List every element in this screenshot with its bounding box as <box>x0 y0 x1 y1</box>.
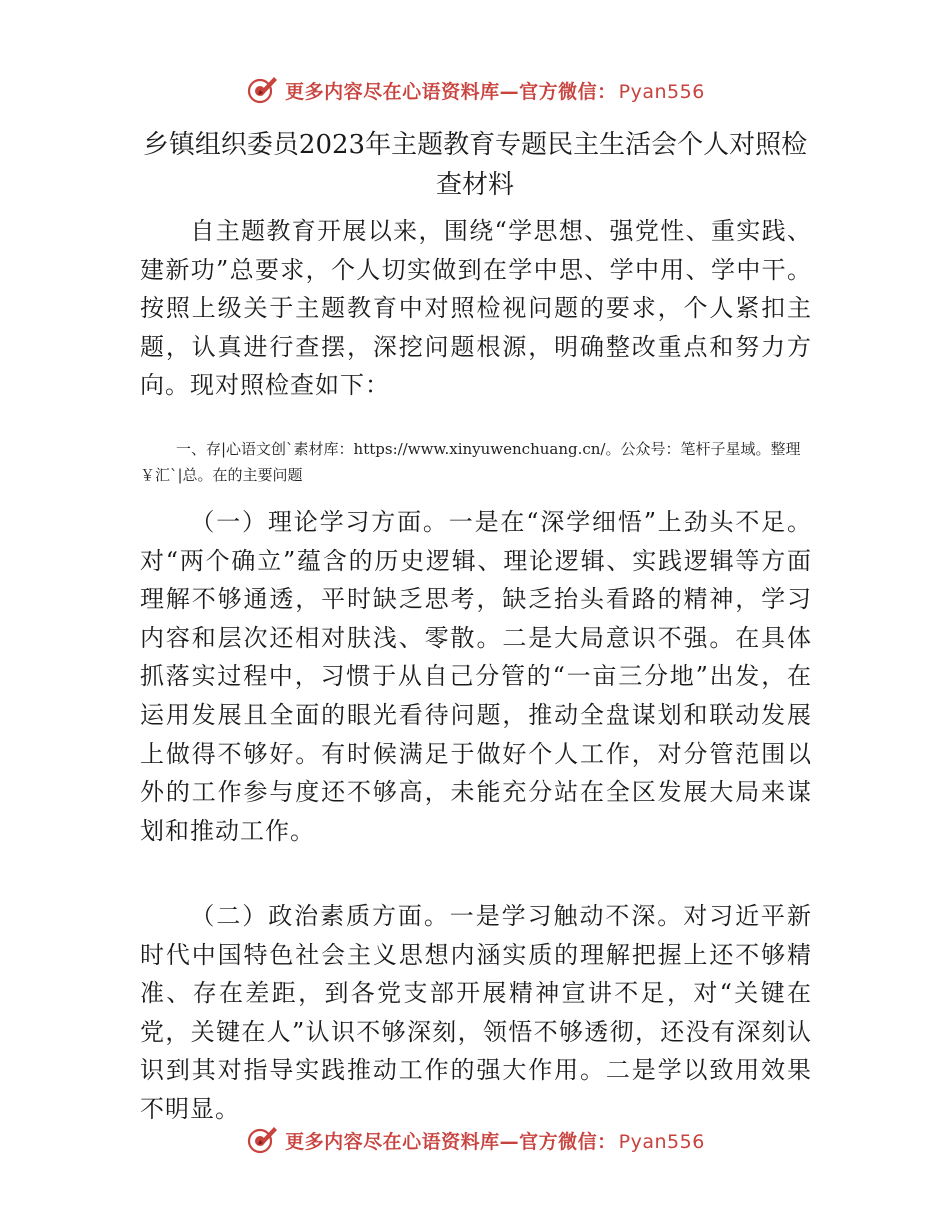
footer-banner <box>0 1118 950 1162</box>
wechat-account: Pyan556 <box>618 1130 705 1153</box>
para2-block <box>140 897 812 1129</box>
para1-block <box>140 503 812 850</box>
banner-text <box>285 77 705 104</box>
intro-block <box>140 212 812 405</box>
intro-paragraph: 自主题教育开展以来，围绕“学思想、强党性、重实践、建新功”总要求，个人切实做到在学中思、学中用、学中干。按照上级关于主题教育中对照检视问题的要求，个人紧扣主题，认真进行查摆，深挖问题根源，明确整改重点和努力方向。现对照检查如下： <box>140 217 812 400</box>
document-title: 乡镇组织委员2023年主题教育专题民主生活会个人对照检查材料 <box>142 130 808 200</box>
section-heading: 一、存|心语文创`素材库：https://www.xinyuwenchuang.cn/。公众号：笔杆子星域。整理￥汇`|总。在的主要问题 <box>140 440 801 484</box>
wechat-account: Pyan556 <box>618 80 705 103</box>
paragraph-theory-study: （一）理论学习方面。一是在“深学细悟”上劲头不足。对“两个确立”蕴含的历史逻辑、理论逻辑、实践逻辑等方面理解不够通透，平时缺乏思考，缺乏抬头看路的精神，学习内容和层次还相对肤浅、零散。二是大局意识不强。在具体抓落实过程中，习惯于从自己分管的“一亩三分地”出发，在运用发展且全面的眼光看待问题，推动全盘谋划和联动发展上做得不够好。有时候满足于做好个人工作，对分管范围以外的工作参与度还不够高，未能充分站在全区发展大局来谋划和推动工作。 <box>140 508 812 845</box>
pen-logo-icon <box>245 1123 279 1157</box>
banner-text <box>285 1127 705 1154</box>
banner-label: 更多内容尽在心语资料库—官方微信： <box>285 80 617 103</box>
pen-logo-icon <box>245 73 279 107</box>
banner-label: 更多内容尽在心语资料库—官方微信： <box>285 1130 617 1153</box>
header-banner <box>0 68 950 112</box>
paragraph-political-quality: （二）政治素质方面。一是学习触动不深。对习近平新时代中国特色社会主义思想内涵实质的理解把握上还不够精准、存在差距，到各党支部开展精神宣讲不足，对“关键在党，关键在人”认识不够深刻，领悟不够透彻，还没有深刻认识到其对指导实践推动工作的强大作用。二是学以致用效果不明显。 <box>140 902 812 1123</box>
